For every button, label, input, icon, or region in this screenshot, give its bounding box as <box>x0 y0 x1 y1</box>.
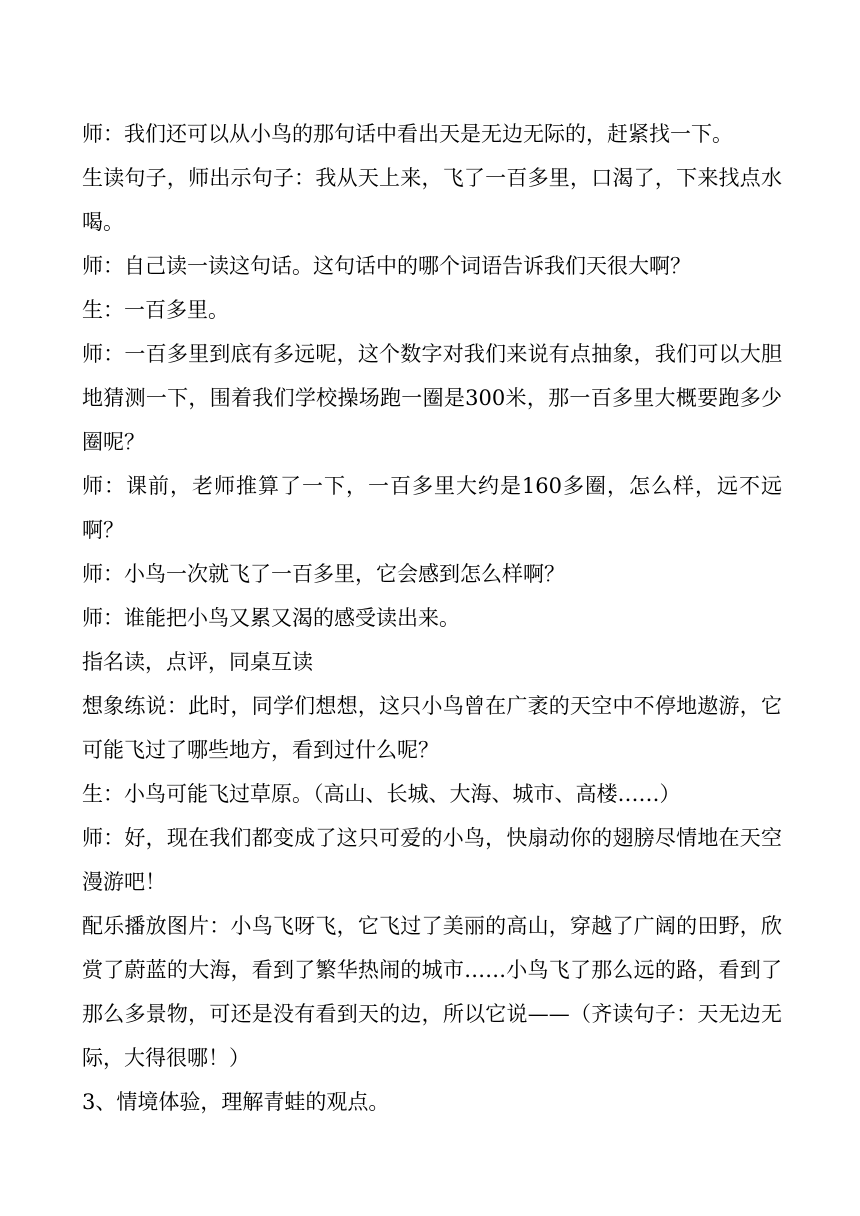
paragraph-teacher-bird-feeling: 师：小鸟一次就飞了一百多里，它会感到怎么样啊？ <box>82 562 565 586</box>
paragraph-reading-practice: 指名读，点评，同桌互读 <box>82 650 313 674</box>
paragraph-teacher-read-aloud: 师：谁能把小鸟又累又渴的感受读出来。 <box>82 606 460 630</box>
paragraph-student-imagination: 生：小鸟可能飞过草原。（高山、长城、大海、城市、高楼……） <box>82 782 681 806</box>
section-heading-frog-viewpoint: 3、情境体验，理解青蛙的观点。 <box>82 1090 390 1114</box>
document-page <box>82 112 782 1124</box>
paragraph-teacher-which-word: 师：自己读一读这句话。这句话中的哪个词语告诉我们天很大啊？ <box>82 254 691 278</box>
paragraph-teacher-estimate: 师：课前，老师推算了一下，一百多里大约是160多圈，怎么样，远不远啊？ <box>82 474 782 542</box>
paragraph-teacher-how-far: 师：一百多里到底有多远呢，这个数字对我们来说有点抽象，我们可以大胆地猜测一下，围着我们学校操场跑一圈是300米，那一百多里大概要跑多少圈呢？ <box>82 342 782 454</box>
paragraph-teacher-become-bird: 师：好，现在我们都变成了这只可爱的小鸟，快扇动你的翅膀尽情地在天空漫游吧！ <box>82 826 782 894</box>
paragraph-imagination-practice: 想象练说：此时，同学们想想，这只小鸟曾在广袤的天空中不停地遨游，它可能飞过了哪些地方，看到过什么呢？ <box>82 694 782 762</box>
paragraph-student-answer: 生：一百多里。 <box>82 298 229 322</box>
paragraph-teacher-find-sentence: 师：我们还可以从小鸟的那句话中看出天是无边无际的，赶紧找一下。 <box>82 122 733 146</box>
paragraph-student-read-sentence: 生读句子，师出示句子：我从天上来，飞了一百多里，口渴了，下来找点水喝。 <box>82 166 782 234</box>
paragraph-music-pictures: 配乐播放图片：小鸟飞呀飞，它飞过了美丽的高山，穿越了广阔的田野，欣赏了蔚蓝的大海，看到了繁华热闹的城市……小鸟飞了那么远的路，看到了那么多景物，可还是没有看到天的边，所以它说——（齐读句子：天无边无际，大得很哪！） <box>82 914 782 1070</box>
